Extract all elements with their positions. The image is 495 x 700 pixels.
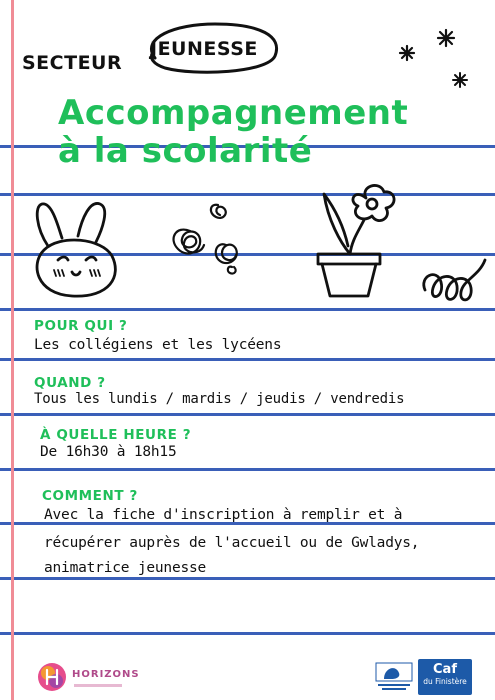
republique-francaise-logo-icon (374, 661, 414, 693)
section-answer-comment-line-3: animatrice jeunesse (44, 560, 207, 576)
header-secteur: SECTEUR (22, 52, 123, 74)
ruled-line (0, 577, 495, 580)
bunny-doodle (30, 198, 125, 303)
section-answer-heure: De 16h30 à 18h15 (40, 444, 177, 460)
sparkle-icon (452, 72, 468, 88)
jeunesse-circle-doodle (135, 18, 285, 78)
horizons-logo-tagline (74, 684, 122, 687)
scribble-circles-doodle (160, 195, 250, 280)
sparkle-icon (398, 44, 416, 62)
horizons-logo-text: HORIZONS (72, 669, 140, 680)
margin-line (11, 0, 14, 700)
ruled-line (0, 468, 495, 471)
ruled-line (0, 413, 495, 416)
section-answer-pour-qui: Les collégiens et les lycéens (34, 337, 282, 353)
caf-logo (418, 659, 472, 695)
section-answer-quand: Tous les lundis / mardis / jeudis / vendredis (34, 391, 405, 407)
title-line-2: à la scolarité (58, 131, 313, 171)
spiral-doodle (415, 250, 495, 315)
section-label-heure: À QUELLE HEURE ? (40, 427, 192, 443)
ruled-line (0, 358, 495, 361)
ruled-line (0, 632, 495, 635)
title-line-1: Accompagnement (58, 93, 409, 133)
section-answer-comment-line-1: Avec la fiche d'inscription à remplir et à (44, 507, 403, 523)
section-answer-comment-line-2: récupérer auprès de l'accueil ou de Gwladys, (44, 535, 420, 551)
sparkle-icon (436, 28, 456, 48)
caf-logo-text: Caf (433, 662, 457, 677)
horizons-logo-icon (36, 661, 68, 693)
section-label-comment: COMMENT ? (42, 488, 138, 504)
caf-logo-subtext: du Finistère (423, 677, 467, 686)
section-label-pour-qui: POUR QUI ? (34, 318, 128, 334)
section-label-quand: QUAND ? (34, 375, 106, 391)
header-jeunesse: JEUNESSE (150, 38, 258, 60)
flower-pot-doodle (300, 180, 400, 300)
